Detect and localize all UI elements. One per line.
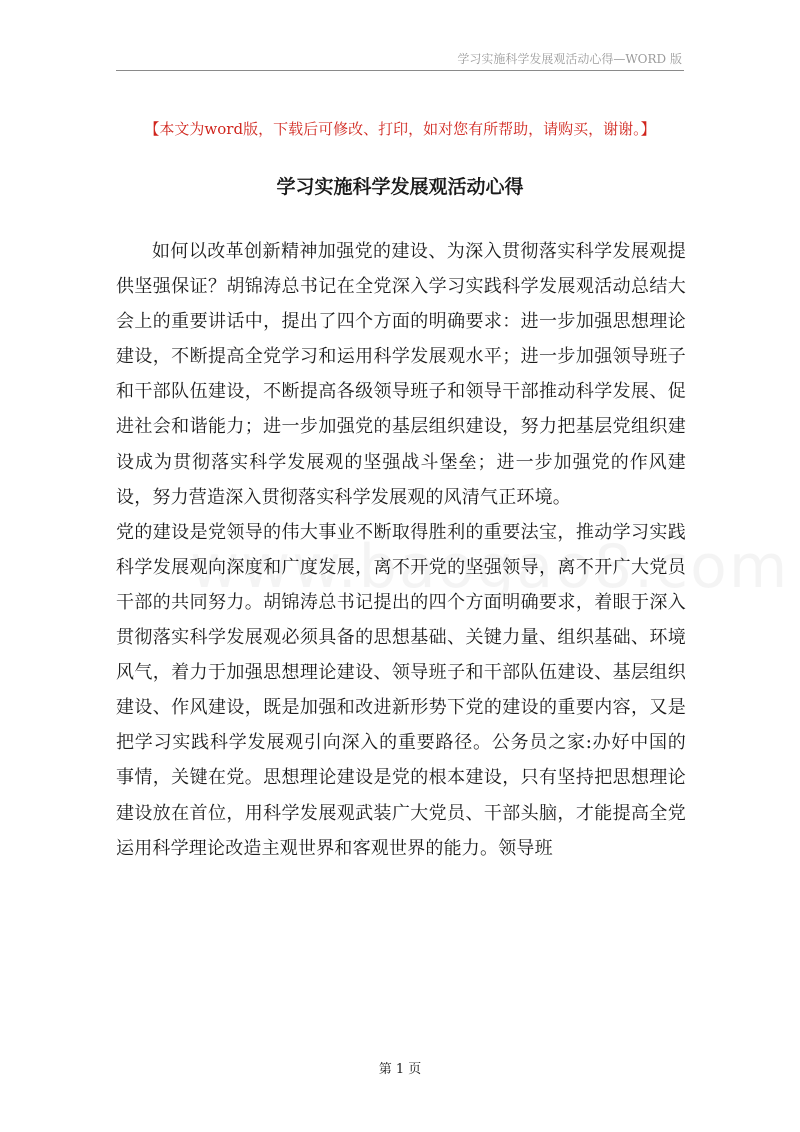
- header-divider: [116, 70, 684, 71]
- document-title: 学习实施科学发展观活动心得: [276, 176, 524, 198]
- running-header: 学习实施科学发展观活动心得—WORD 版: [457, 52, 682, 66]
- document-body: [116, 234, 686, 866]
- paragraph-1: 如何以改革创新精神加强党的建设、为深入贯彻落实科学发展观提供坚强保证？胡锦涛总书记在全党深入学习实践科学发展观活动总结大会上的重要讲话中，提出了四个方面的明确要求：进一步加强思想理论建设，不断提高全党学习和运用科学发展观水平；进一步加强领导班子和干部队伍建设，不断提高各级领导班子和领导干部推动科学发展、促进社会和谐能力；进一步加强党的基层组织建设，努力把基层党组织建设成为贯彻落实科学发展观的坚强战斗堡垒；进一步加强党的作风建设，努力营造深入贯彻落实科学发展观的风清气正环境。: [116, 241, 686, 508]
- page-number: 第 1 页: [378, 1062, 422, 1077]
- paragraph-2: 党的建设是党领导的伟大事业不断取得胜利的重要法宝，推动学习实践科学发展观向深度和广度发展，离不开党的坚强领导，离不开广大党员干部的共同努力。胡锦涛总书记提出的四个方面明确要求，着眼于深入贯彻落实科学发展观必须具备的思想基础、关键力量、组织基础、环境风气，着力于加强思想理论建设、领导班子和干部队伍建设、基层组织建设、作风建设，既是加强和改进新形势下党的建设的重要内容，又是把学习实践科学发展观引向深入的重要路径。公务员之家:办好中国的事情，关键在党。思想理论建设是党的根本建设，只有坚持把思想理论建设放在首位，用科学发展观武装广大党员、干部头脑，才能提高全党运用科学理论改造主观世界和客观世界的能力。领导班: [116, 521, 686, 859]
- download-notice: 【本文为word版，下载后可修改、打印，如对您有所帮助，请购买，谢谢。】: [144, 120, 656, 138]
